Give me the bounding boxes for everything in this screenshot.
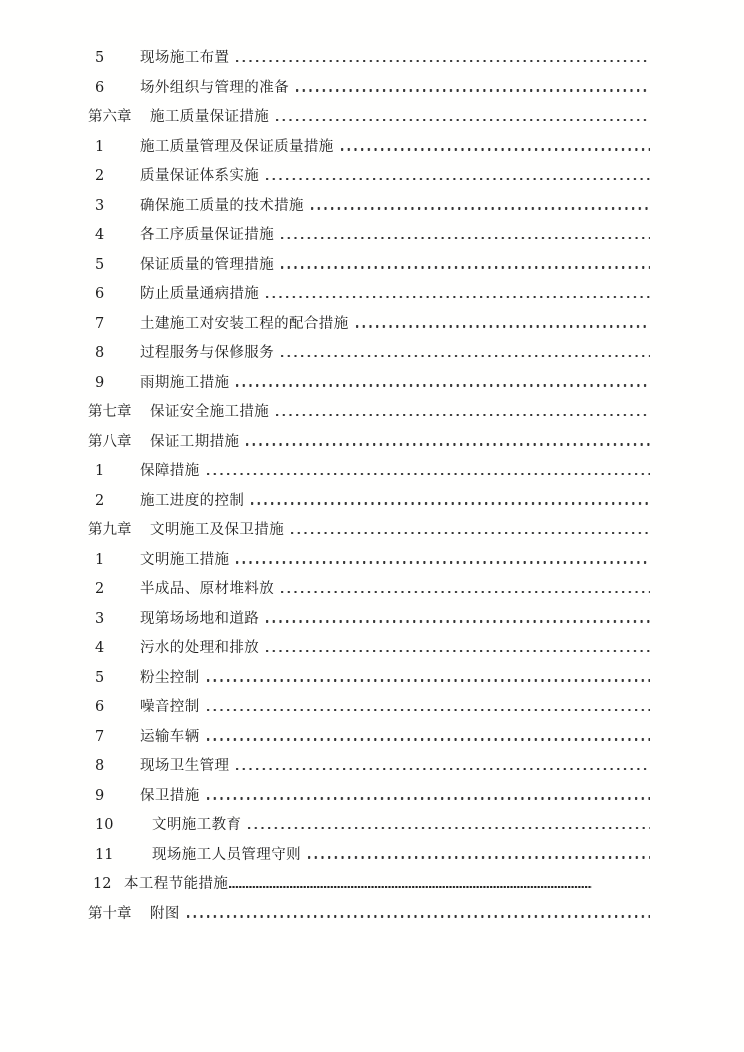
toc-entry-number: 7 bbox=[95, 728, 105, 745]
toc-entry-number: 2 bbox=[95, 168, 105, 184]
toc-entry[interactable] bbox=[88, 487, 650, 517]
toc-entry-number: 11 bbox=[95, 846, 114, 863]
dot-leader bbox=[207, 679, 650, 681]
toc-entry[interactable] bbox=[88, 457, 650, 487]
toc-list bbox=[88, 44, 650, 929]
dot-leader bbox=[236, 60, 650, 62]
toc-entry-number: 5 bbox=[95, 669, 105, 686]
toc-entry-title: 施工质量保证措施 bbox=[150, 109, 270, 125]
toc-entry[interactable] bbox=[88, 251, 650, 281]
toc-entry-title: 污水的处理和排放 bbox=[140, 640, 260, 656]
toc-entry[interactable] bbox=[88, 811, 650, 841]
toc-entry-title: 粉尘控制 bbox=[140, 669, 200, 686]
dot-leader bbox=[248, 827, 650, 829]
toc-entry[interactable] bbox=[88, 605, 650, 635]
toc-entry-number: 第六章 bbox=[88, 109, 132, 125]
toc-entry[interactable] bbox=[88, 221, 650, 251]
dot-leader bbox=[251, 502, 650, 504]
dot-leader bbox=[266, 650, 650, 652]
toc-entry[interactable] bbox=[88, 339, 650, 369]
dot-leader bbox=[207, 738, 650, 740]
toc-entry-number: 9 bbox=[95, 374, 105, 391]
toc-entry-title: 施工质量管理及保证质量措施 bbox=[140, 138, 334, 155]
dot-leader bbox=[207, 797, 650, 799]
dot-leader bbox=[341, 148, 650, 150]
toc-entry-number: 6 bbox=[95, 699, 105, 715]
toc-entry-number: 1 bbox=[95, 138, 105, 155]
toc-entry[interactable] bbox=[88, 192, 650, 222]
toc-entry[interactable] bbox=[88, 428, 650, 458]
toc-entry-number: 3 bbox=[95, 610, 105, 627]
toc-entry-title: 施工进度的控制 bbox=[140, 492, 245, 509]
toc-entry-title: 确保施工质量的技术措施 bbox=[140, 197, 304, 214]
dot-leader bbox=[276, 119, 650, 121]
toc-entry[interactable] bbox=[88, 74, 650, 104]
toc-entry[interactable] bbox=[88, 133, 650, 163]
toc-entry[interactable] bbox=[88, 516, 650, 546]
toc-entry-number: 6 bbox=[95, 79, 105, 96]
dot-leader bbox=[187, 915, 650, 917]
toc-entry[interactable] bbox=[88, 900, 650, 930]
dot-leader bbox=[308, 856, 650, 858]
toc-entry-title: 现场施工布置 bbox=[140, 50, 230, 66]
toc-entry-title: 文明施工措施 bbox=[140, 551, 230, 568]
toc-entry-number: 5 bbox=[95, 50, 105, 66]
dot-leader bbox=[296, 89, 650, 91]
toc-entry-number: 5 bbox=[95, 256, 105, 273]
dot-leader bbox=[281, 355, 650, 357]
toc-entry-title: 过程服务与保修服务 bbox=[140, 345, 275, 361]
dot-leader bbox=[281, 237, 650, 239]
toc-entry[interactable] bbox=[88, 103, 650, 133]
toc-entry-title: 运输车辆 bbox=[140, 728, 200, 745]
toc-entry-title: 文明施工及保卫措施 bbox=[150, 522, 285, 538]
toc-entry-title: 噪音控制 bbox=[140, 699, 200, 715]
toc-entry[interactable] bbox=[88, 44, 650, 74]
toc-entry[interactable] bbox=[88, 546, 650, 576]
toc-entry-number: 第八章 bbox=[88, 433, 132, 450]
dot-leader bbox=[246, 443, 650, 445]
dot-leader bbox=[281, 591, 650, 593]
toc-entry-title: 质量保证体系实施 bbox=[140, 168, 260, 184]
toc-entry[interactable] bbox=[88, 162, 650, 192]
toc-entry-number: 2 bbox=[95, 581, 105, 597]
toc-entry[interactable] bbox=[88, 369, 650, 399]
dot-leader bbox=[266, 296, 650, 298]
toc-entry-number: 1 bbox=[95, 463, 105, 479]
toc-entry-title: 防止质量通病措施 bbox=[140, 286, 260, 302]
toc-entry[interactable] bbox=[88, 310, 650, 340]
toc-entry[interactable] bbox=[88, 841, 650, 871]
toc-entry[interactable] bbox=[88, 280, 650, 310]
toc-entry[interactable] bbox=[88, 664, 650, 694]
toc-entry-title: 保证质量的管理措施 bbox=[140, 256, 275, 273]
dot-leader bbox=[281, 266, 650, 268]
dot-leader bbox=[311, 207, 650, 209]
toc-entry-number: 9 bbox=[95, 787, 105, 804]
toc-entry-title: 保证安全施工措施 bbox=[150, 404, 270, 420]
toc-entry-title: 场外组织与管理的准备 bbox=[140, 79, 289, 96]
toc-entry-number: 4 bbox=[95, 227, 105, 243]
toc-entry[interactable] bbox=[88, 693, 650, 723]
toc-entry-title: 本工程节能措施 bbox=[124, 876, 229, 892]
dot-leader bbox=[276, 414, 650, 416]
toc-entry-number: 第十章 bbox=[88, 905, 132, 922]
dot-leader bbox=[229, 886, 592, 888]
toc-entry-number: 6 bbox=[95, 286, 105, 302]
dot-leader bbox=[236, 768, 650, 770]
dot-leader bbox=[356, 325, 650, 327]
toc-entry-number: 8 bbox=[95, 345, 105, 361]
toc-entry[interactable] bbox=[88, 634, 650, 664]
toc-entry[interactable] bbox=[88, 782, 650, 812]
dot-leader bbox=[291, 532, 650, 534]
toc-entry-number: 4 bbox=[95, 640, 105, 656]
toc-entry-number: 12 bbox=[93, 876, 112, 892]
dot-leader bbox=[236, 561, 650, 563]
toc-entry-number: 3 bbox=[95, 197, 105, 214]
toc-entry-number: 第七章 bbox=[88, 404, 132, 420]
toc-entry-title: 保卫措施 bbox=[140, 787, 200, 804]
dot-leader bbox=[207, 709, 650, 711]
toc-entry-title: 各工序质量保证措施 bbox=[140, 227, 275, 243]
dot-leader bbox=[266, 620, 650, 622]
toc-entry[interactable] bbox=[88, 752, 650, 782]
toc-entry[interactable] bbox=[88, 870, 650, 900]
dot-leader bbox=[236, 384, 650, 386]
toc-entry-number: 第九章 bbox=[88, 522, 132, 538]
toc-entry-number: 2 bbox=[95, 492, 105, 509]
toc-entry-title: 雨期施工措施 bbox=[140, 374, 230, 391]
toc-entry-title: 土建施工对安装工程的配合措施 bbox=[140, 315, 349, 332]
toc-entry[interactable] bbox=[88, 575, 650, 605]
toc-entry[interactable] bbox=[88, 723, 650, 753]
dot-leader bbox=[266, 178, 650, 180]
toc-entry-title: 保证工期措施 bbox=[150, 433, 240, 450]
toc-entry-title: 现第场场地和道路 bbox=[140, 610, 260, 627]
toc-entry-title: 文明施工教育 bbox=[152, 817, 242, 833]
toc-entry[interactable] bbox=[88, 398, 650, 428]
toc-entry-number: 1 bbox=[95, 551, 105, 568]
toc-entry-title: 附图 bbox=[150, 905, 180, 922]
toc-entry-title: 保障措施 bbox=[140, 463, 200, 479]
toc-entry-number: 10 bbox=[95, 817, 114, 833]
toc-entry-number: 7 bbox=[95, 315, 105, 332]
dot-leader bbox=[207, 473, 650, 475]
toc-entry-title: 半成品、原材堆料放 bbox=[140, 581, 275, 597]
toc-entry-title: 现场卫生管理 bbox=[140, 758, 230, 774]
toc-entry-title: 现场施工人员管理守则 bbox=[152, 846, 301, 863]
toc-entry-number: 8 bbox=[95, 758, 105, 774]
